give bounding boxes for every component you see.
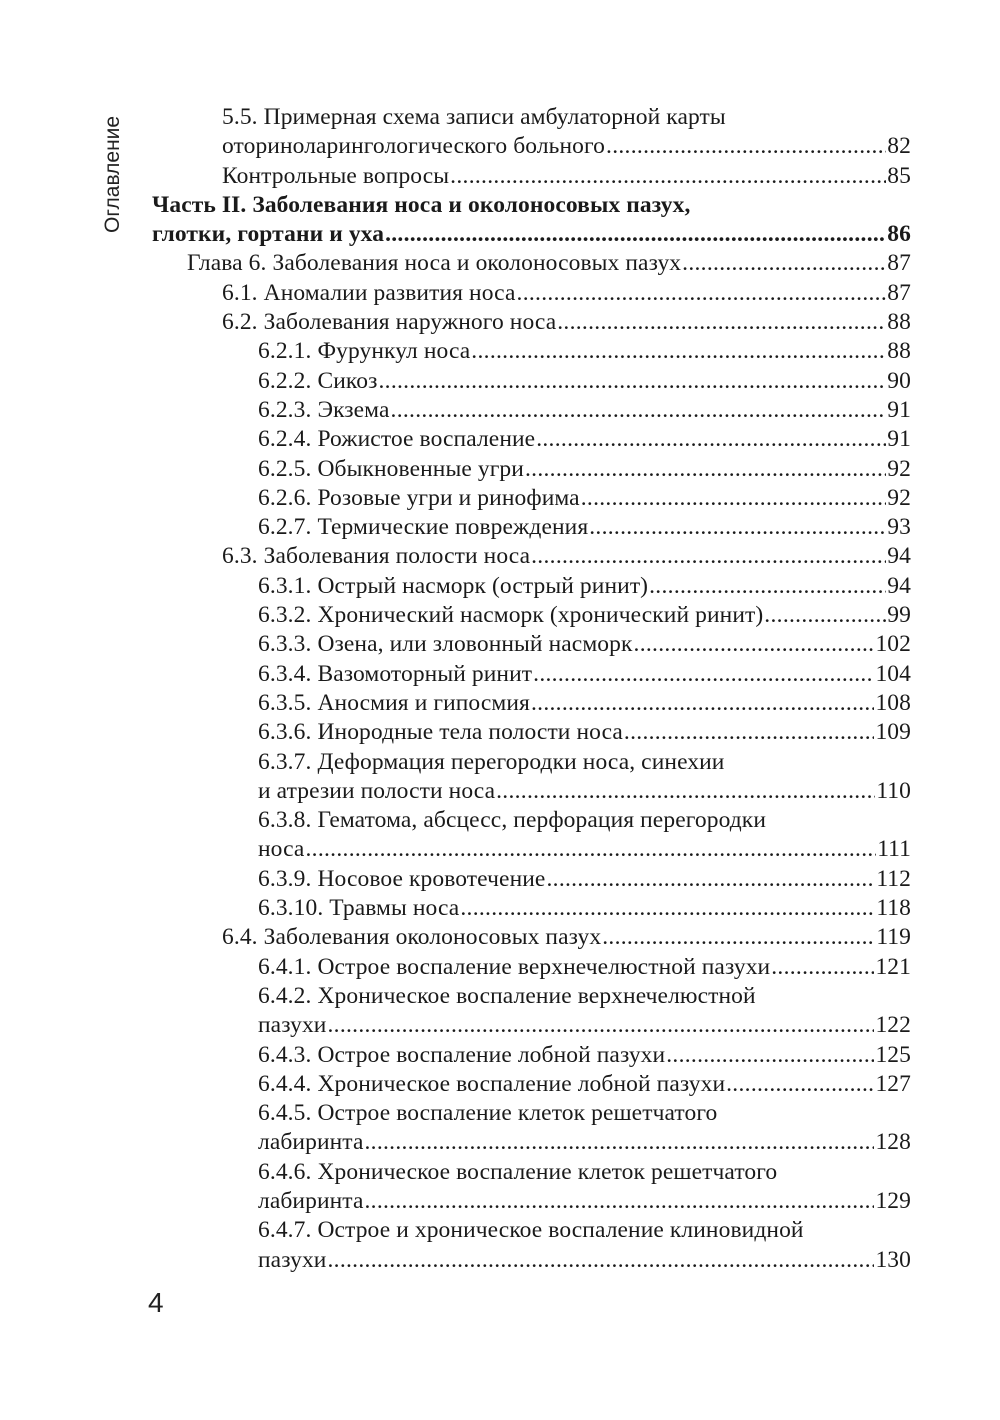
toc-page-number: 90 <box>887 367 911 394</box>
dot-leader <box>533 660 874 689</box>
toc-page-number: 91 <box>887 426 911 453</box>
toc-entry-title: 6.4.2. Хроническое воспаление верхнечелюстной <box>258 982 756 1009</box>
toc-entry[interactable] <box>258 601 911 630</box>
toc-entry-title: пазухи <box>258 1246 327 1273</box>
toc-entry[interactable] <box>222 279 911 308</box>
toc-entry[interactable] <box>258 513 911 542</box>
dot-leader <box>546 865 875 894</box>
toc-entry-continued[interactable] <box>258 982 911 1011</box>
toc-entry[interactable] <box>258 367 911 396</box>
toc-entry[interactable] <box>222 308 911 337</box>
toc-entry[interactable] <box>222 162 911 191</box>
toc-entry[interactable] <box>152 220 911 249</box>
toc-entry[interactable] <box>258 630 911 659</box>
dot-leader <box>557 308 886 337</box>
toc-page-number: 99 <box>887 602 911 629</box>
dot-leader <box>649 572 886 601</box>
toc-entry[interactable] <box>258 337 911 366</box>
toc-entry-title: глотки, гортани и уха <box>152 221 385 248</box>
toc-page-number: 118 <box>876 895 911 922</box>
toc-entry-continued[interactable] <box>152 191 911 220</box>
toc-entry-title: 6.3.1. Острый насморк (острый ринит) <box>258 572 649 599</box>
dot-leader <box>531 542 886 571</box>
toc-page-number: 87 <box>887 250 911 277</box>
toc-entry-title: 6.2.6. Розовые угри и ринофима <box>258 484 580 511</box>
toc-entry[interactable] <box>258 572 911 601</box>
toc-page-number: 87 <box>887 279 911 306</box>
toc-entry[interactable] <box>258 455 911 484</box>
toc-entry-title: 6.4.4. Хроническое воспаление лобной пазухи <box>258 1070 726 1097</box>
toc-entry[interactable] <box>258 425 911 454</box>
toc-entry[interactable] <box>258 1070 911 1099</box>
toc-entry-continued[interactable] <box>258 806 911 835</box>
toc-page-number: 94 <box>887 572 911 599</box>
toc-entry-title: 6.3.10. Травмы носа <box>258 895 460 922</box>
toc-entry-title: 6.2. Заболевания наружного носа <box>222 309 557 336</box>
toc-entry-title: оториноларингологического больного <box>222 133 606 160</box>
toc-entry[interactable] <box>187 249 911 278</box>
toc-page-number: 108 <box>875 689 911 716</box>
toc-entry[interactable] <box>258 894 911 923</box>
toc-page-number: 130 <box>875 1246 911 1273</box>
toc-page-number: 111 <box>877 836 911 863</box>
toc-entry[interactable] <box>222 923 911 952</box>
toc-entry-title: 6.4.1. Острое воспаление верхнечелюстной пазухи <box>258 953 771 980</box>
toc-entry-title: 6.4.7. Острое и хроническое воспаление клиновидной <box>258 1217 804 1244</box>
toc-page-number: 85 <box>887 162 911 189</box>
toc-entry-title: 6.2.7. Термические повреждения <box>258 514 589 541</box>
toc-page-number: 125 <box>875 1041 911 1068</box>
dot-leader <box>385 220 886 249</box>
toc-page-number: 104 <box>875 660 911 687</box>
dot-leader <box>764 601 886 630</box>
page-number: 4 <box>148 1287 164 1318</box>
dot-leader <box>682 249 886 278</box>
toc-page-number: 92 <box>887 484 911 511</box>
running-header: Оглавление <box>101 115 124 233</box>
toc-entry[interactable] <box>258 1041 911 1070</box>
dot-leader <box>364 1128 874 1157</box>
dot-leader <box>771 953 874 982</box>
dot-leader <box>666 1041 874 1070</box>
table-of-contents <box>0 103 1000 1275</box>
toc-page-number: 82 <box>887 133 911 160</box>
toc-entry-title: 6.3.7. Деформация перегородки носа, синехии <box>258 748 725 775</box>
toc-page-number: 91 <box>887 396 911 423</box>
dot-leader <box>517 279 887 308</box>
dot-leader <box>525 455 886 484</box>
toc-page-number: 102 <box>875 631 911 658</box>
toc-page-number: 121 <box>875 953 911 980</box>
toc-entry-title: Часть II. Заболевания носа и околоносовых пазух, <box>152 191 691 218</box>
toc-entry[interactable] <box>258 484 911 513</box>
toc-entry-continued[interactable] <box>258 1216 911 1245</box>
toc-entry[interactable] <box>258 718 911 747</box>
toc-entry-title: пазухи <box>258 1012 327 1039</box>
toc-entry[interactable] <box>222 132 911 161</box>
toc-page-number: 119 <box>876 924 911 951</box>
toc-entry-title: 5.5. Примерная схема записи амбулаторной карты <box>222 104 726 130</box>
toc-entry[interactable] <box>258 1246 911 1275</box>
dot-leader <box>634 630 875 659</box>
toc-entry[interactable] <box>258 1187 911 1216</box>
toc-entry-title: 6.2.4. Рожистое воспаление <box>258 426 536 453</box>
toc-page-number: 86 <box>887 221 911 248</box>
toc-entry-title: и атрезии полости носа <box>258 777 496 804</box>
toc-entry-continued[interactable] <box>222 103 911 132</box>
dot-leader <box>624 718 875 747</box>
toc-entry-title: 6.2.2. Сикоз <box>258 367 378 394</box>
dot-leader <box>378 367 886 396</box>
dot-leader <box>581 484 887 513</box>
toc-entry[interactable] <box>222 542 911 571</box>
toc-entry-title: Глава 6. Заболевания носа и околоносовых пазух <box>187 250 682 277</box>
toc-entry-title: 6.2.5. Обыкновенные угри <box>258 455 524 482</box>
toc-entry-title: 6.1. Аномалии развития носа <box>222 279 516 306</box>
dot-leader <box>602 923 875 952</box>
dot-leader <box>531 689 874 718</box>
toc-page-number: 128 <box>875 1129 911 1156</box>
toc-entry-title: 6.3.6. Инородные тела полости носа <box>258 719 623 746</box>
toc-page-number: 88 <box>887 309 911 336</box>
toc-page-number: 127 <box>875 1070 911 1097</box>
toc-entry-title: Контрольные вопросы <box>222 162 450 189</box>
toc-page-number: 112 <box>876 865 911 892</box>
toc-page-number: 88 <box>887 338 911 365</box>
toc-page-number: 94 <box>887 543 911 570</box>
dot-leader <box>496 777 875 806</box>
toc-entry[interactable] <box>258 865 911 894</box>
toc-entry-title: 6.3. Заболевания полости носа <box>222 543 531 570</box>
toc-entry[interactable] <box>258 660 911 689</box>
dot-leader <box>471 337 886 366</box>
toc-entry[interactable] <box>258 777 911 806</box>
toc-entry-title: 6.3.3. Озена, или зловонный насморк <box>258 631 633 658</box>
toc-entry-title: лабиринта <box>258 1187 364 1214</box>
toc-entry-title: 6.3.9. Носовое кровотечение <box>258 865 546 892</box>
toc-page-number: 110 <box>876 777 911 804</box>
toc-entry-title: 6.3.5. Аносмия и гипосмия <box>258 689 530 716</box>
dot-leader <box>589 513 886 542</box>
dot-leader <box>726 1070 874 1099</box>
toc-entry-title: 6.4.5. Острое воспаление клеток решетчатого <box>258 1100 718 1127</box>
toc-entry-continued[interactable] <box>258 748 911 777</box>
dot-leader <box>450 162 886 191</box>
toc-entry-title: 6.3.8. Гематома, абсцесс, перфорация перегородки <box>258 807 766 834</box>
dot-leader <box>327 1011 874 1040</box>
toc-page-number: 109 <box>875 719 911 746</box>
toc-page-number: 92 <box>887 455 911 482</box>
toc-entry[interactable] <box>258 1128 911 1157</box>
toc-entry-title: 6.4. Заболевания околоносовых пазух <box>222 924 602 951</box>
toc-entry[interactable] <box>258 396 911 425</box>
toc-entry-title: 6.2.3. Экзема <box>258 396 390 423</box>
toc-entry-title: 6.4.3. Острое воспаление лобной пазухи <box>258 1041 666 1068</box>
toc-entry-title: 6.3.2. Хронический насморк (хронический ринит) <box>258 602 764 629</box>
toc-entry-continued[interactable] <box>258 1158 911 1187</box>
toc-entry[interactable] <box>258 1011 911 1040</box>
toc-page-number: 129 <box>875 1187 911 1214</box>
toc-page-number: 122 <box>875 1012 911 1039</box>
dot-leader <box>305 835 876 864</box>
toc-page-number: 93 <box>887 514 911 541</box>
dot-leader <box>391 396 887 425</box>
dot-leader <box>327 1246 874 1275</box>
dot-leader <box>536 425 886 454</box>
toc-entry[interactable] <box>258 835 911 864</box>
dot-leader <box>364 1187 874 1216</box>
dot-leader <box>460 894 875 923</box>
toc-entry[interactable] <box>258 689 911 718</box>
toc-entry-title: носа <box>258 836 305 863</box>
toc-entry-title: лабиринта <box>258 1129 364 1156</box>
toc-entry-title: 6.2.1. Фурункул носа <box>258 338 471 365</box>
toc-entry-title: 6.3.4. Вазомоторный ринит <box>258 660 533 687</box>
toc-entry-title: 6.4.6. Хроническое воспаление клеток решетчатого <box>258 1158 778 1185</box>
toc-entry-continued[interactable] <box>258 1099 911 1128</box>
dot-leader <box>606 132 886 161</box>
toc-entry[interactable] <box>258 953 911 982</box>
